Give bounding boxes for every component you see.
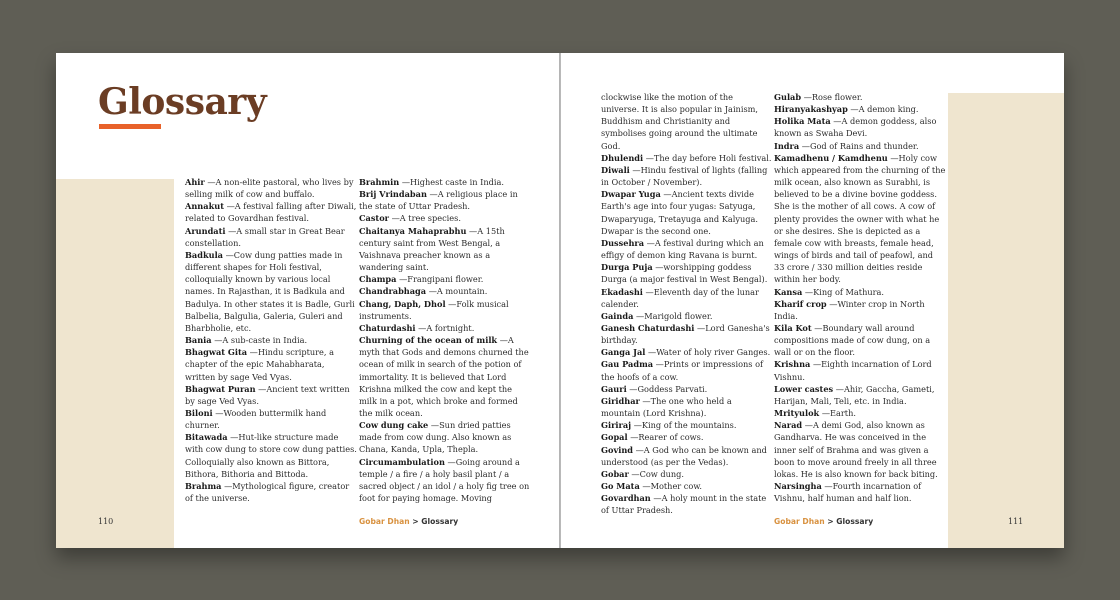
glossary-term: Govardhan bbox=[601, 493, 651, 504]
glossary-entry bbox=[185, 407, 357, 431]
glossary-term: Narsingha bbox=[774, 481, 822, 491]
glossary-entry bbox=[185, 334, 357, 346]
glossary-entry bbox=[774, 91, 946, 103]
glossary-definition: — Rearer of cows. bbox=[628, 432, 704, 442]
glossary-entry bbox=[601, 188, 773, 237]
glossary-entry bbox=[774, 103, 946, 115]
glossary-definition: — A demon goddess, also known as Swaha Devi. bbox=[774, 116, 936, 138]
glossary-definition: — Folk musical instruments. bbox=[359, 299, 509, 321]
glossary-entry bbox=[601, 358, 773, 382]
glossary-definition: — Ancient texts divide Earth's age into four yugas: Satyuga, Dwaparyuga, Tretayuga and Kalyuga. Dwapar is the second one. bbox=[601, 189, 758, 235]
glossary-entry bbox=[774, 140, 946, 152]
glossary-definition: — Hindu scripture, a chapter of the epic Mahabharata, written by sage Ved Vyas. bbox=[185, 347, 334, 381]
right-beige-panel bbox=[948, 93, 1064, 548]
glossary-term: Indra bbox=[774, 140, 800, 151]
glossary-definition: — A demon king. bbox=[848, 104, 919, 114]
glossary-entry bbox=[359, 419, 531, 455]
glossary-term: Gauri bbox=[601, 383, 627, 394]
glossary-entry bbox=[601, 395, 773, 419]
glossary-definition: — Boundary wall around compositions made of cow dung, on a wall or on the floor. bbox=[774, 323, 930, 357]
glossary-term: Bitawada bbox=[185, 432, 228, 443]
glossary-term: Cow dung cake bbox=[359, 420, 429, 431]
glossary-term: Giridhar bbox=[601, 395, 640, 406]
glossary-entry bbox=[774, 480, 946, 504]
glossary-term: Krishna bbox=[774, 359, 811, 370]
glossary-entry bbox=[601, 322, 773, 346]
glossary-definition: — A festival during which an effigy of demon king Ravana is burnt. bbox=[601, 238, 764, 260]
glossary-definition: — A tree species. bbox=[389, 213, 461, 223]
glossary-term: Kharif crop bbox=[774, 298, 827, 309]
glossary-definition: — A small star in Great Bear constellation. bbox=[185, 226, 345, 248]
glossary-entry bbox=[359, 456, 531, 505]
runner-separator: > bbox=[409, 517, 422, 526]
glossary-term: Brahma bbox=[185, 480, 222, 491]
glossary-definition: — Cow dung. bbox=[629, 469, 684, 479]
glossary-term: Diwali bbox=[601, 164, 630, 175]
running-footer-right bbox=[774, 517, 873, 526]
runner-book-title: Gobar Dhan bbox=[774, 517, 825, 526]
glossary-entry bbox=[774, 286, 946, 298]
glossary-definition: — Goddess Parvati. bbox=[627, 384, 708, 394]
glossary-entry bbox=[185, 225, 357, 249]
glossary-definition: — A myth that Gods and demons churned the ocean of milk in search of the potion of immortality. It is believed that Lord Krishna milked the cow and kept the milk in a pot, which broke and formed the milk ocean. bbox=[359, 335, 529, 418]
glossary-term: Giriraj bbox=[601, 420, 632, 431]
glossary-entry bbox=[359, 273, 531, 285]
glossary-definition: — Hut-like structure made with cow dung to store cow dung patties. Colloquially also known as Bittora, Bithora, Bithoria and Bittoda. bbox=[185, 432, 357, 478]
glossary-definition: — Going around a temple / a fire / a holy basil plant / a sacred object / an idol / a holy fig tree on foot for paying homage. Moving bbox=[359, 457, 529, 503]
glossary-term: Gopal bbox=[601, 432, 628, 443]
glossary-definition: — God of Rains and thunder. bbox=[799, 141, 918, 151]
glossary-term: Arundati bbox=[185, 225, 226, 236]
glossary-entry-continued: clockwise like the motion of the universe. It is also popular in Jainism, Buddhism and Christianity and symbolises going around the ultimate God. bbox=[601, 92, 759, 151]
glossary-column-3 bbox=[601, 91, 773, 516]
glossary-term: Bhagwat Gita bbox=[185, 347, 248, 358]
glossary-definition: — Prints or impressions of the hoofs of a cow. bbox=[601, 359, 763, 381]
glossary-term: Gainda bbox=[601, 310, 634, 321]
glossary-definition: — A festival falling after Diwali, related to Govardhan festival. bbox=[185, 201, 356, 223]
glossary-definition: — Ahir, Gaccha, Gameti, Harijan, Mali, Teli, etc. in India. bbox=[774, 384, 934, 406]
glossary-entry bbox=[601, 164, 773, 188]
glossary-term: Gobar bbox=[601, 468, 629, 479]
glossary-entry bbox=[185, 200, 357, 224]
glossary-definition: — Earth. bbox=[819, 408, 856, 418]
glossary-entry bbox=[601, 431, 773, 443]
glossary-definition: — A sub-caste in India. bbox=[212, 335, 308, 345]
glossary-term: Chandrabhaga bbox=[359, 286, 427, 297]
glossary-entry bbox=[601, 468, 773, 480]
glossary-term: Ganga Jal bbox=[601, 347, 646, 358]
glossary-term: Bhagwat Puran bbox=[185, 383, 256, 394]
page-number-right: 111 bbox=[1008, 517, 1024, 526]
glossary-definition: — A religious place in the state of Uttar Pradesh. bbox=[359, 189, 518, 211]
glossary-column-4 bbox=[774, 91, 946, 504]
page-number-left: 110 bbox=[98, 517, 114, 526]
glossary-column-1 bbox=[185, 176, 357, 504]
glossary-entry bbox=[601, 261, 773, 285]
glossary-entry bbox=[774, 152, 946, 286]
glossary-entry bbox=[601, 152, 773, 164]
page-title: Glossary bbox=[98, 81, 267, 123]
glossary-term: Bania bbox=[185, 335, 212, 346]
glossary-entry bbox=[601, 480, 773, 492]
glossary-definition: — A fortnight. bbox=[416, 323, 475, 333]
right-page bbox=[561, 53, 1064, 548]
glossary-entry bbox=[601, 310, 773, 322]
glossary-definition: — Highest caste in India. bbox=[399, 177, 504, 187]
glossary-entry bbox=[359, 225, 531, 274]
glossary-definition: — Eighth incarnation of Lord Vishnu. bbox=[774, 359, 932, 381]
glossary-term: Gau Padma bbox=[601, 359, 654, 370]
glossary-definition: — Mythological figure, creator of the universe. bbox=[185, 481, 349, 503]
glossary-entry bbox=[774, 322, 946, 358]
book-spread bbox=[56, 53, 1064, 548]
glossary-term: Hiranyakashyap bbox=[774, 104, 848, 115]
runner-section: Glossary bbox=[836, 517, 874, 526]
glossary-definition: — Sun dried patties made from cow dung. Also known as Chana, Kanda, Upla, Thepla. bbox=[359, 420, 511, 454]
glossary-entry bbox=[774, 419, 946, 480]
glossary-term: Ganesh Chaturdashi bbox=[601, 322, 695, 333]
glossary-term: Kila Kot bbox=[774, 322, 812, 333]
glossary-entry bbox=[601, 237, 773, 261]
glossary-term: Chang, Daph, Dhol bbox=[359, 298, 446, 309]
left-page bbox=[56, 53, 559, 548]
glossary-definition: — Marigold flower. bbox=[633, 311, 712, 321]
glossary-entry bbox=[359, 176, 531, 188]
glossary-term: Badkula bbox=[185, 249, 223, 260]
glossary-definition: — Hindu festival of lights (falling in October / November). bbox=[601, 165, 767, 187]
glossary-definition: — Mother cow. bbox=[640, 481, 702, 491]
glossary-term: Ahir bbox=[185, 177, 205, 187]
glossary-entry bbox=[359, 334, 531, 419]
glossary-term: Annakut bbox=[185, 201, 224, 212]
left-beige-panel bbox=[56, 179, 174, 548]
glossary-definition: — Ancient text written by sage Ved Vyas. bbox=[185, 384, 350, 406]
glossary-term: Mrityulok bbox=[774, 408, 820, 419]
glossary-term: Dwapar Yuga bbox=[601, 189, 661, 200]
glossary-entry bbox=[601, 419, 773, 431]
glossary-term: Kansa bbox=[774, 286, 803, 297]
glossary-term: Churning of the ocean of milk bbox=[359, 335, 498, 346]
glossary-definition: — A non-elite pastoral, who lives by selling milk of cow and buffalo. bbox=[185, 177, 353, 199]
glossary-definition: — Winter crop in North India. bbox=[774, 299, 925, 321]
glossary-definition: — A 15th century saint from West Bengal, a Vaishnava preacher known as a wandering saint. bbox=[359, 226, 505, 272]
glossary-term: Brahmin bbox=[359, 177, 400, 187]
glossary-term: Gulab bbox=[774, 92, 802, 102]
glossary-entry bbox=[185, 480, 357, 504]
glossary-entry bbox=[601, 492, 773, 516]
glossary-definition: — Frangipani flower. bbox=[396, 274, 483, 284]
glossary-definition: — A God who can be known and understood (as per the Vedas). bbox=[601, 445, 767, 467]
glossary-entry bbox=[185, 249, 357, 334]
glossary-entry bbox=[774, 115, 946, 139]
glossary-term: Biloni bbox=[185, 407, 213, 418]
glossary-entry bbox=[601, 286, 773, 310]
glossary-definition: — A holy mount in the state of Uttar Pradesh. bbox=[601, 493, 766, 515]
glossary-term: Go Mata bbox=[601, 481, 640, 491]
glossary-definition: — Cow dung patties made in different shapes for Holi festival, colloquially known by various local names. In Rajasthan, it is Badkula and Badulya. In other states it is Badle, Gurli Balbelia, Balgulia, Galeria, Guleri and Bharbholie, etc. bbox=[185, 250, 355, 333]
glossary-entry bbox=[601, 346, 773, 358]
glossary-entry bbox=[359, 188, 531, 212]
glossary-definition: — A mountain. bbox=[426, 286, 487, 296]
glossary-definition: — Rose flower. bbox=[801, 92, 862, 102]
glossary-entry bbox=[359, 212, 531, 224]
glossary-term: Narad bbox=[774, 420, 803, 431]
running-footer-left bbox=[359, 517, 458, 526]
glossary-entry bbox=[601, 444, 773, 468]
glossary-definition: — Wooden buttermilk hand churner. bbox=[185, 408, 326, 430]
glossary-entry bbox=[774, 298, 946, 322]
glossary-entry bbox=[774, 407, 946, 419]
glossary-definition: — Water of holy river Ganges. bbox=[645, 347, 770, 357]
glossary-term: Chaitanya Mahaprabhu bbox=[359, 225, 467, 236]
glossary-definition: — Eleventh day of the lunar calender. bbox=[601, 287, 759, 309]
glossary-entry bbox=[185, 176, 357, 200]
glossary-definition: — King of Mathura. bbox=[802, 287, 884, 297]
glossary-entry bbox=[185, 346, 357, 382]
glossary-definition: — The day before Holi festival. bbox=[643, 153, 771, 163]
glossary-entry bbox=[774, 383, 946, 407]
glossary-definition: — The one who held a mountain (Lord Krishna). bbox=[601, 396, 732, 418]
glossary-term: Govind bbox=[601, 444, 633, 455]
glossary-entry bbox=[185, 431, 357, 480]
glossary-entry bbox=[359, 285, 531, 297]
glossary-term: Circumambulation bbox=[359, 456, 445, 467]
glossary-term: Chaturdashi bbox=[359, 322, 416, 333]
glossary-entry bbox=[185, 383, 357, 407]
glossary-entry bbox=[601, 383, 773, 395]
glossary-term: Dhulendi bbox=[601, 152, 644, 163]
glossary-entry bbox=[359, 298, 531, 322]
glossary-definition: — Fourth incarnation of Vishnu, half human and half lion. bbox=[774, 481, 921, 503]
title-underline bbox=[99, 124, 161, 129]
glossary-term: Lower castes bbox=[774, 383, 834, 394]
glossary-term: Durga Puja bbox=[601, 262, 653, 273]
runner-book-title: Gobar Dhan bbox=[359, 517, 410, 526]
glossary-definition: — worshipping goddess Durga (a major festival in West Bengal). bbox=[601, 262, 767, 284]
glossary-term: Champa bbox=[359, 274, 397, 285]
glossary-term: Ekadashi bbox=[601, 286, 643, 297]
glossary-entry bbox=[774, 358, 946, 382]
runner-section: Glossary bbox=[421, 517, 459, 526]
glossary-term: Brij Vrindaban bbox=[359, 189, 427, 200]
runner-separator: > bbox=[824, 517, 837, 526]
glossary-definition: — Holy cow which appeared from the churning of the milk ocean, also known as Surabhi, is believed to be a divine bovine goddess. She is the mother of all cows. A cow of plenty provides the owner with what he or she desires. She is depicted as a female cow with breasts, female head, wings of birds and tail of peafowl, and 33 crore / 330 million deities reside within her body. bbox=[774, 153, 945, 285]
glossary-column-2 bbox=[359, 176, 531, 504]
glossary-definition: — King of the mountains. bbox=[631, 420, 736, 430]
glossary-term: Castor bbox=[359, 213, 389, 224]
glossary-entry bbox=[359, 322, 531, 334]
glossary-definition: — Lord Ganesha's birthday. bbox=[601, 323, 770, 345]
glossary-term: Dussehra bbox=[601, 237, 645, 248]
glossary-definition: — A demi God, also known as Gandharva. He was conceived in the inner self of Brahma and was given a boon to move around freely in all three lokas. He is also known for back biting. bbox=[774, 420, 938, 479]
glossary-term: Kamadhenu / Kamdhenu bbox=[774, 152, 888, 163]
glossary-term: Holika Mata bbox=[774, 116, 831, 127]
